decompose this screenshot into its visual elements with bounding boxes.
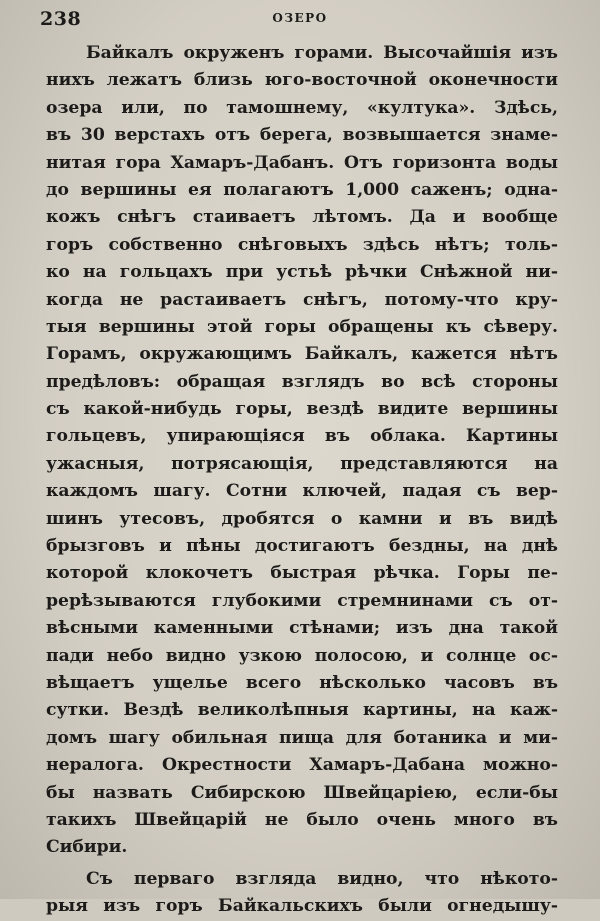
text-line: горъ собственно снѣговыхъ здѣсь нѣтъ; толь- [46, 234, 558, 255]
text-line: тыя вершины этой горы обращены къ сѣверу. [46, 316, 558, 337]
text-line: рыя изъ горъ Байкальскихъ были огнедышу- [46, 896, 558, 917]
text-line: озера или, по тамошнему, «култука». Здѣсь, [46, 97, 558, 118]
text-line: ужасныя, потрясающія, представляются на [46, 453, 558, 474]
paragraph-2 [46, 866, 558, 921]
text-line: такихъ Швейцарій не было очень много въ [46, 809, 558, 830]
text-line: Горамъ, окружающимъ Байкалъ, кажется нѣтъ [46, 344, 558, 365]
text-line: въ 30 верстахъ отъ берега, возвышается знаме- [46, 125, 558, 146]
text-line: съ какой-нибудь горы, вездѣ видите вершины [46, 399, 558, 420]
text-line: бы назвать Сибирскою Швейцаріею, если-бы [46, 782, 558, 803]
text-line: рерѣзываются глубокими стремнинами съ от- [46, 590, 558, 611]
page-header [40, 8, 560, 30]
text-line: домъ шагу обильная пища для ботаника и ми- [46, 727, 558, 748]
text-line: до вершины ея полагаютъ 1,000 саженъ; одна- [46, 179, 558, 200]
text-line: Съ перваго взгляда видно, что нѣкото- [86, 868, 558, 889]
running-title: ОЗЕРО [272, 11, 328, 25]
text-line: нитая гора Хамаръ-Дабанъ. Отъ горизонта воды [46, 152, 558, 173]
text-line: вѣсными каменными стѣнами; изъ дна такой [46, 618, 558, 639]
text-line: вѣщаетъ ущелье всего нѣсколько часовъ въ [46, 672, 558, 693]
text-line: кожъ снѣгъ стаиваетъ лѣтомъ. Да и вообще [46, 207, 558, 228]
text-line: предѣловъ: обращая взглядъ во всѣ стороны [46, 371, 558, 392]
text-line: когда не растаиваетъ снѣгъ, потому-что кру- [46, 289, 558, 310]
text-line: нихъ лежатъ близь юго-восточной оконечности [46, 70, 558, 91]
text-line: брызговъ и пѣны достигаютъ бездны, на днѣ [46, 536, 558, 557]
text-line: Байкалъ окруженъ горами. Высочайшія изъ [86, 43, 558, 63]
text-line: пади небо видно узкою полосою, и солнце ос- [46, 645, 558, 666]
text-line: которой клокочетъ быстрая рѣчка. Горы пе- [46, 563, 558, 584]
text-line: ко на гольцахъ при устьѣ рѣчки Снѣжной ни- [46, 262, 558, 283]
page-number: 238 [40, 8, 82, 30]
text-line: нералога. Окрестности Хамаръ-Дабана можно- [46, 755, 558, 776]
text-line: каждомъ шагу. Сотни ключей, падая съ вер- [46, 481, 558, 502]
text-line: Сибири. [46, 837, 128, 858]
text-line: гольцевъ, упирающіяся въ облака. Картины [46, 426, 558, 447]
text-line: сутки. Вездѣ великолѣпныя картины, на каж- [46, 700, 558, 721]
text-line: шинъ утесовъ, дробятся о камни и въ видѣ [46, 508, 558, 529]
paragraph-1 [46, 40, 558, 862]
body-text [46, 40, 558, 921]
